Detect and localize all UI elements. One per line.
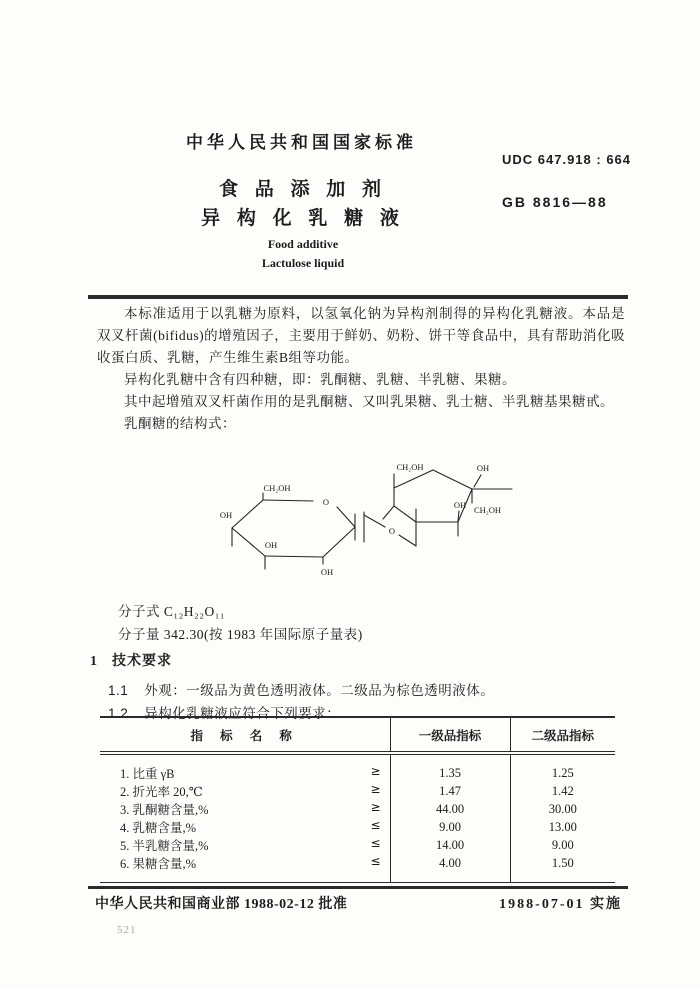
grade1-value: 1.47	[390, 782, 510, 800]
relation-symbol: ≥	[370, 764, 381, 778]
clause-1-1	[108, 679, 494, 699]
right-ch2oh-bottom-label: CH₂OH	[474, 505, 502, 515]
paragraph-lactulose: 其中起增殖双叉杆菌作用的是乳酮糖、又叫乳果糖、乳士糖、半乳糖基果糖甙。	[124, 394, 614, 409]
indicator-name: 2. 折光率 20,℃	[120, 785, 203, 799]
table-row	[100, 753, 615, 782]
specification-table	[100, 716, 615, 883]
grade1-value: 4.00	[390, 854, 510, 883]
paragraph-structure-intro: 乳酮糖的结构式：	[124, 416, 236, 431]
relation-symbol: ≤	[370, 854, 381, 868]
table-row	[100, 782, 615, 800]
structure-svg	[200, 440, 520, 605]
left-oh-mid-label: OH	[264, 540, 278, 550]
formula-block	[118, 600, 363, 646]
indicator-name: 3. 乳酮糖含量,%	[120, 803, 209, 817]
right-ch2oh-top-label: CH₂OH	[396, 462, 424, 472]
indicator-name: 4. 乳糖含量,%	[120, 821, 197, 835]
section-1-number: 1	[90, 654, 98, 669]
table-row	[100, 818, 615, 836]
approval-statement: 中华人民共和国商业部 1988-02-12 批准	[95, 897, 348, 912]
clause-1-2-number: 1.2	[108, 706, 129, 721]
english-title-block	[158, 235, 448, 273]
relation-symbol: ≤	[370, 818, 381, 832]
column-header-indicator-name: 指 标 名 称	[100, 717, 390, 753]
indicator-name: 1. 比重 γB	[120, 767, 175, 781]
indicator-name: 6. 果糖含量,%	[120, 857, 197, 871]
english-title-line-2: Lactulose liquid	[261, 256, 345, 270]
grade2-value: 1.42	[551, 783, 574, 798]
title-line-2: 异 构 化 乳 糖 液	[201, 208, 405, 229]
paragraph-scope: 本标准适用于以乳糖为原料，以氢氧化钠为异构剂制得的异构化乳糖液。本品是双叉杆菌(bifidus)的增殖因子，主要用于鲜奶、奶粉、饼干等食品中，具有帮助消化吸收蛋白质、乳糖，产生维生素B组等功能。	[97, 306, 625, 365]
grade1-value: 14.00	[390, 836, 510, 854]
grade2-value: 30.00	[548, 801, 577, 816]
header-divider-rule	[88, 295, 628, 299]
molecular-weight: 分子量 342.30(按 1983 年国际原子量表)	[118, 627, 363, 642]
spec-table-header	[100, 717, 615, 753]
clause-1-1-number: 1.1	[108, 683, 129, 698]
paragraph-sugars: 异构化乳糖中含有四种糖，即：乳酮糖、乳糖、半乳糖、果糖。	[124, 372, 516, 387]
scope-paragraphs	[97, 303, 625, 435]
section-1-title: 技术要求	[112, 654, 172, 669]
chinese-title-block	[158, 175, 448, 233]
column-header-grade1: 一级品指标	[390, 717, 510, 753]
udc-number: UDC 647.918 : 664	[502, 152, 632, 167]
grade1-value: 1.35	[390, 753, 510, 782]
relation-symbol: ≥	[370, 782, 381, 796]
table-row	[100, 800, 615, 818]
relation-symbol: ≥	[370, 800, 381, 814]
national-standard-title: 中华人民共和国国家标准	[186, 133, 417, 152]
clause-1-2-text: 异构化乳糖液应符合下列要求：	[144, 706, 341, 721]
molecular-formula: 分子式 C₁₂H₂₂O₁₁	[118, 604, 226, 619]
lactulose-structure-diagram	[200, 440, 520, 605]
left-ring-oxygen-label: O	[322, 497, 330, 507]
section-1-heading	[90, 650, 172, 670]
grade1-value: 9.00	[390, 818, 510, 836]
footer-divider-rule	[88, 886, 628, 889]
left-ch2oh-label: CH₂OH	[263, 483, 291, 493]
clause-1-1-text: 外观：一级品为黄色透明液体。二级品为棕色透明液体。	[144, 683, 495, 698]
grade2-value: 1.50	[551, 855, 574, 870]
title-line-1: 食 品 添 加 剂	[218, 179, 387, 200]
grade2-value: 1.25	[551, 765, 574, 780]
column-header-grade2: 二级品指标	[510, 717, 615, 753]
relation-symbol: ≤	[370, 836, 381, 850]
table-row	[100, 854, 615, 883]
left-oh-bottom-label: OH	[320, 567, 334, 577]
left-oh-left-label: OH	[219, 510, 233, 520]
table-row	[100, 836, 615, 854]
grade1-value: 44.00	[390, 800, 510, 818]
implementation-date: 1988-07-01 实施	[499, 897, 622, 912]
right-oh-mid-label: OH	[453, 500, 467, 510]
right-oh-top-label: OH	[476, 463, 490, 473]
page-number: 521	[117, 924, 137, 936]
standard-number: GB 8816—88	[502, 194, 608, 210]
indicator-name: 5. 半乳糖含量,%	[120, 839, 209, 853]
glycosidic-oxygen-label: O	[388, 526, 396, 536]
english-title-line-1: Food additive	[267, 237, 339, 251]
grade2-value: 13.00	[548, 819, 577, 834]
grade2-value: 9.00	[551, 837, 574, 852]
